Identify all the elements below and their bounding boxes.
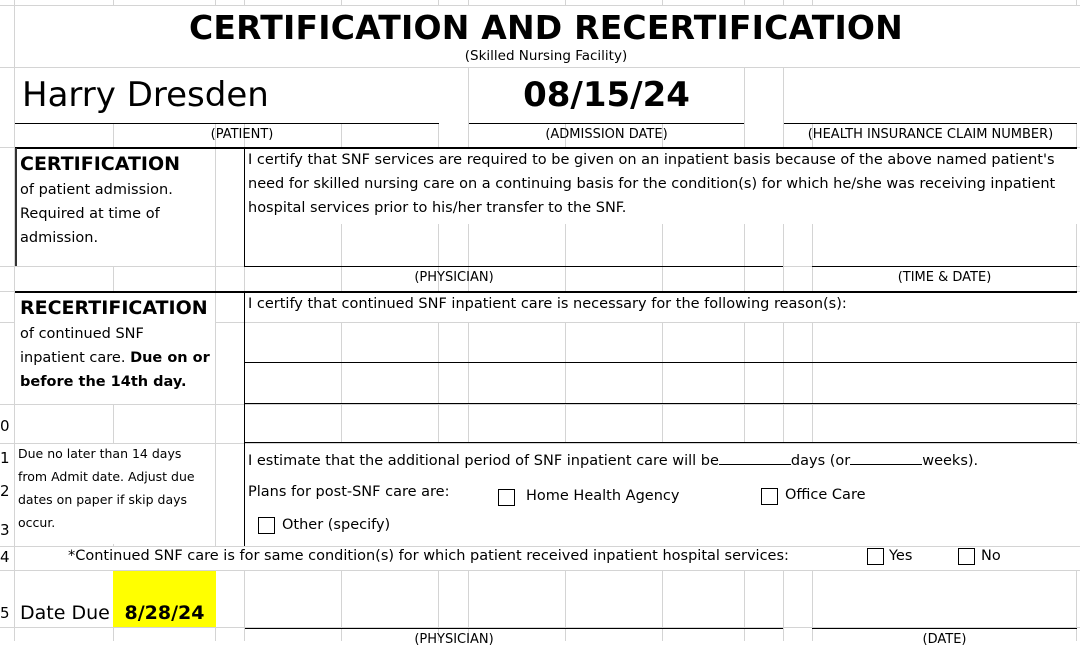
certification-statement-line: hospital services prior to his/her transfer to the SNF. — [248, 200, 627, 216]
recert-desc-line: before the 14th day. — [20, 374, 187, 390]
cert-physician-signature-line[interactable] — [245, 266, 783, 267]
section-divider — [15, 291, 1077, 293]
recert-physician-label: (PHYSICIAN) — [414, 632, 494, 647]
continued-care-question: *Continued SNF care is for same condition(s) for which patient received inpatient hospital services: — [68, 548, 789, 564]
recertification-heading: RECERTIFICATION — [20, 297, 208, 319]
recert-column-border — [244, 292, 245, 546]
yes-label: Yes — [889, 548, 913, 564]
patient-underline — [15, 123, 439, 124]
row-number: 0 — [0, 417, 10, 435]
recert-desc-line — [20, 350, 210, 366]
row-number: 5 — [0, 604, 10, 622]
recert-date-label: (DATE) — [922, 632, 967, 647]
due-note-line: Due no later than 14 days — [18, 446, 182, 461]
patient-name[interactable]: Harry Dresden — [22, 75, 269, 115]
row-number: 3 — [0, 521, 10, 539]
certification-desc-line: admission. — [20, 230, 99, 246]
claim-underline — [784, 123, 1077, 124]
reason-line-1[interactable] — [245, 362, 1077, 363]
admission-underline — [469, 123, 744, 124]
recert-desc-line: of continued SNF — [20, 326, 144, 342]
cert-time-date-label: (TIME & DATE) — [897, 270, 992, 285]
certification-statement-line: I certify that SNF services are required to be given on an inpatient basis because of the above named patient's — [248, 152, 1055, 168]
row-number: 1 — [0, 449, 10, 467]
due-note-line: from Admit date. Adjust due — [18, 469, 195, 484]
reason-line-3[interactable] — [245, 442, 1077, 443]
recert-desc-plain: inpatient care. — [20, 350, 131, 366]
form-title: CERTIFICATION AND RECERTIFICATION — [189, 8, 903, 47]
estimate-text-a: I estimate that the additional period of SNF inpatient care will be — [248, 453, 719, 469]
office-care-label: Office Care — [785, 487, 866, 503]
no-label: No — [981, 548, 1001, 564]
due-note-line: dates on paper if skip days — [18, 492, 188, 507]
office-care-checkbox[interactable] — [761, 488, 778, 505]
row-number: 2 — [0, 482, 10, 500]
recert-desc-bold: Due on or — [130, 350, 210, 366]
recert-physician-signature-line[interactable] — [245, 628, 783, 629]
other-label: Other (specify) — [282, 517, 391, 533]
date-due-value[interactable]: 8/28/24 — [124, 602, 205, 624]
certification-statement-line: need for skilled nursing care on a continuing basis for the condition(s) for which he/she was receiving inpatient — [248, 176, 1056, 192]
days-blank[interactable] — [719, 450, 791, 465]
section-divider — [15, 147, 1077, 149]
yes-checkbox[interactable] — [867, 548, 884, 565]
form-subtitle: (Skilled Nursing Facility) — [464, 48, 628, 64]
estimate-text — [248, 450, 978, 469]
estimate-text-b: days (or — [790, 453, 851, 469]
date-due-label: Date Due — [20, 602, 110, 624]
no-checkbox[interactable] — [958, 548, 975, 565]
certification-desc-line: of patient admission. — [20, 182, 173, 198]
admission-date[interactable]: 08/15/24 — [523, 75, 690, 115]
plans-label: Plans for post-SNF care are: — [248, 484, 450, 500]
reason-line-2[interactable] — [245, 403, 1077, 404]
weeks-blank[interactable] — [850, 450, 922, 465]
recert-date-line[interactable] — [812, 628, 1077, 629]
row-number: 4 — [0, 548, 10, 566]
claim-number-field[interactable] — [784, 80, 1077, 110]
cert-physician-label: (PHYSICIAN) — [414, 270, 494, 285]
certification-heading: CERTIFICATION — [20, 153, 181, 175]
cert-time-date-line[interactable] — [812, 266, 1077, 267]
other-checkbox[interactable] — [258, 517, 275, 534]
cert-column-border — [244, 148, 245, 267]
recert-statement: I certify that continued SNF inpatient care is necessary for the following reason(s): — [248, 296, 847, 312]
home-health-label: Home Health Agency — [526, 488, 680, 504]
claim-number-label: (HEALTH INSURANCE CLAIM NUMBER) — [807, 127, 1054, 142]
home-health-checkbox[interactable] — [498, 489, 515, 506]
cert-left-border — [15, 148, 17, 266]
due-note-line: occur. — [18, 515, 56, 530]
estimate-text-c: weeks). — [922, 453, 979, 469]
admission-date-label: (ADMISSION DATE) — [545, 127, 668, 142]
patient-label: (PATIENT) — [210, 127, 274, 142]
certification-desc-line: Required at time of — [20, 206, 160, 222]
